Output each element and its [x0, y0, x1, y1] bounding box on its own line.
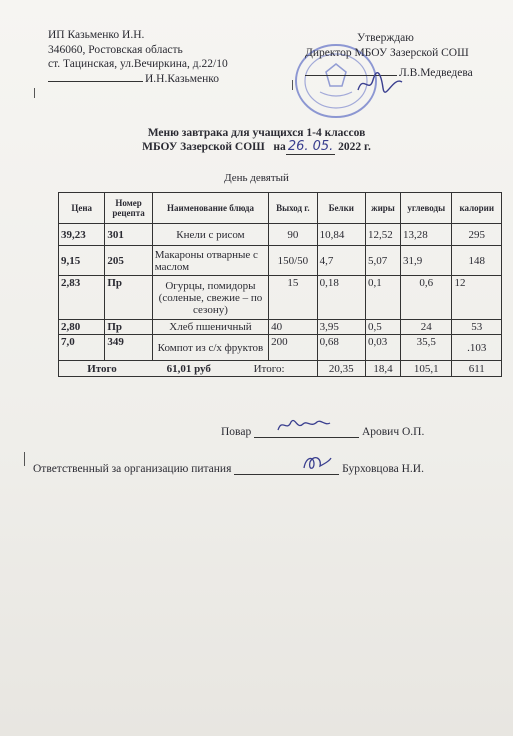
cook-label: Повар	[221, 426, 252, 438]
cell-weight: 15	[269, 276, 317, 320]
cell-protein: 0,68	[317, 335, 365, 361]
page-title	[0, 126, 513, 154]
org-signature-line	[48, 72, 228, 87]
cell-dish-name: Макароны отварные с маслом	[152, 246, 268, 276]
cell-dish-name: Хлеб пшеничный	[152, 320, 268, 335]
handwritten-signature-icon	[355, 70, 405, 96]
cell-kcal: .103	[452, 335, 502, 361]
cell-price: 2,80	[59, 320, 105, 335]
total-kcal: 611	[452, 361, 502, 377]
cell-protein: 0,18	[317, 276, 365, 320]
col-header-carbs: углеводы	[400, 193, 452, 224]
cell-kcal: 12	[452, 276, 502, 320]
org-postcode: 346060, Ростовская область	[48, 43, 183, 56]
responsible-signature-line	[33, 461, 424, 475]
cell-weight: 150/50	[269, 246, 317, 276]
cell-kcal: 295	[452, 224, 502, 246]
org-name: ИП Казьменко И.Н.	[48, 29, 145, 41]
col-header-protein: Белки	[317, 193, 365, 224]
day-label: День девятый	[224, 172, 289, 184]
cell-fat: 0,03	[365, 335, 400, 361]
responsible-name: Бурховцова Н.И.	[342, 463, 424, 475]
organization-header	[48, 28, 228, 86]
cell-fat: 5,07	[365, 246, 400, 276]
cell-protein: 3,95	[317, 320, 365, 335]
table-row	[59, 320, 502, 335]
cell-fat: 12,52	[365, 224, 400, 246]
org-signer-name: И.Н.Казьменко	[145, 72, 220, 85]
cook-name: Арович О.П.	[361, 426, 425, 438]
responsible-label: Ответственный за организацию питания	[33, 463, 232, 475]
title-line-2	[0, 140, 513, 154]
table-row	[59, 335, 502, 361]
table-row	[59, 276, 502, 320]
cell-price: 7,0	[59, 335, 105, 361]
cell-protein: 4,7	[317, 246, 365, 276]
col-header-fat: жиры	[365, 193, 400, 224]
margin-mark	[34, 88, 35, 98]
col-header-recipe: Номер рецепта	[105, 193, 152, 224]
cell-carbs: 0,6	[400, 276, 452, 320]
cell-dish-name: Кнели с рисом	[152, 224, 268, 246]
cell-kcal: 53	[452, 320, 502, 335]
total-carbs: 105,1	[400, 361, 452, 377]
handwritten-date: 26. 05.	[287, 139, 334, 154]
total-label: Итого	[87, 362, 117, 375]
cell-dish-name: Огурцы, помидоры (соленые, свежие – по сезону)	[152, 276, 268, 320]
approval-label: Утверждаю	[357, 32, 414, 44]
total-fat: 18,4	[365, 361, 400, 377]
total-label-2: Итого:	[253, 362, 285, 375]
cell-recipe: 301	[105, 224, 152, 246]
total-row	[59, 361, 502, 377]
cell-price: 2,83	[59, 276, 105, 320]
cell-weight: 40	[269, 320, 317, 335]
total-protein: 20,35	[317, 361, 365, 377]
year: 2022 г.	[338, 141, 371, 153]
handwritten-signature-icon	[275, 414, 333, 436]
cell-fat: 0,1	[365, 276, 400, 320]
cell-recipe: Пр	[105, 276, 152, 320]
date-prefix: на	[273, 141, 286, 153]
handwritten-signature-icon	[300, 452, 334, 474]
cell-dish-name: Компот из с/х фруктов	[152, 335, 268, 361]
margin-mark	[24, 452, 25, 466]
title-line-1: Меню завтрака для учащихся 1-4 классов	[147, 127, 366, 139]
cell-carbs: 35,5	[400, 335, 452, 361]
cell-fat: 0,5	[365, 320, 400, 335]
cell-price: 9,15	[59, 246, 105, 276]
table-row	[59, 224, 502, 246]
cell-price: 39,23	[59, 224, 105, 246]
col-header-kcal: калории	[452, 193, 502, 224]
total-sum: 61,01 руб	[166, 362, 211, 375]
table-header-row	[59, 193, 502, 224]
cell-recipe: 205	[105, 246, 152, 276]
cell-weight: 200	[269, 335, 317, 361]
col-header-name: Наименование блюда	[152, 193, 268, 224]
cell-recipe: 349	[105, 335, 152, 361]
menu-table	[58, 192, 502, 377]
col-header-price: Цена	[59, 193, 105, 224]
cell-recipe: Пр	[105, 320, 152, 335]
signature-underline	[48, 81, 143, 82]
cell-carbs: 24	[400, 320, 452, 335]
cell-protein: 10,84	[317, 224, 365, 246]
table-row	[59, 246, 502, 276]
approver-position: Директор МБОУ Зазерской СОШ	[305, 46, 469, 59]
org-address: ст. Тацинская, ул.Вечиркина, д.22/10	[48, 58, 228, 70]
cell-kcal: 148	[452, 246, 502, 276]
col-header-weight: Выход г.	[269, 193, 317, 224]
approver-name: Л.В.Медведева	[399, 67, 473, 79]
margin-mark	[292, 80, 293, 90]
total-cell	[59, 361, 318, 377]
cell-carbs: 31,9	[400, 246, 452, 276]
cell-weight: 90	[269, 224, 317, 246]
school-name: МБОУ Зазерской СОШ	[142, 141, 265, 153]
cell-carbs: 13,28	[400, 224, 452, 246]
